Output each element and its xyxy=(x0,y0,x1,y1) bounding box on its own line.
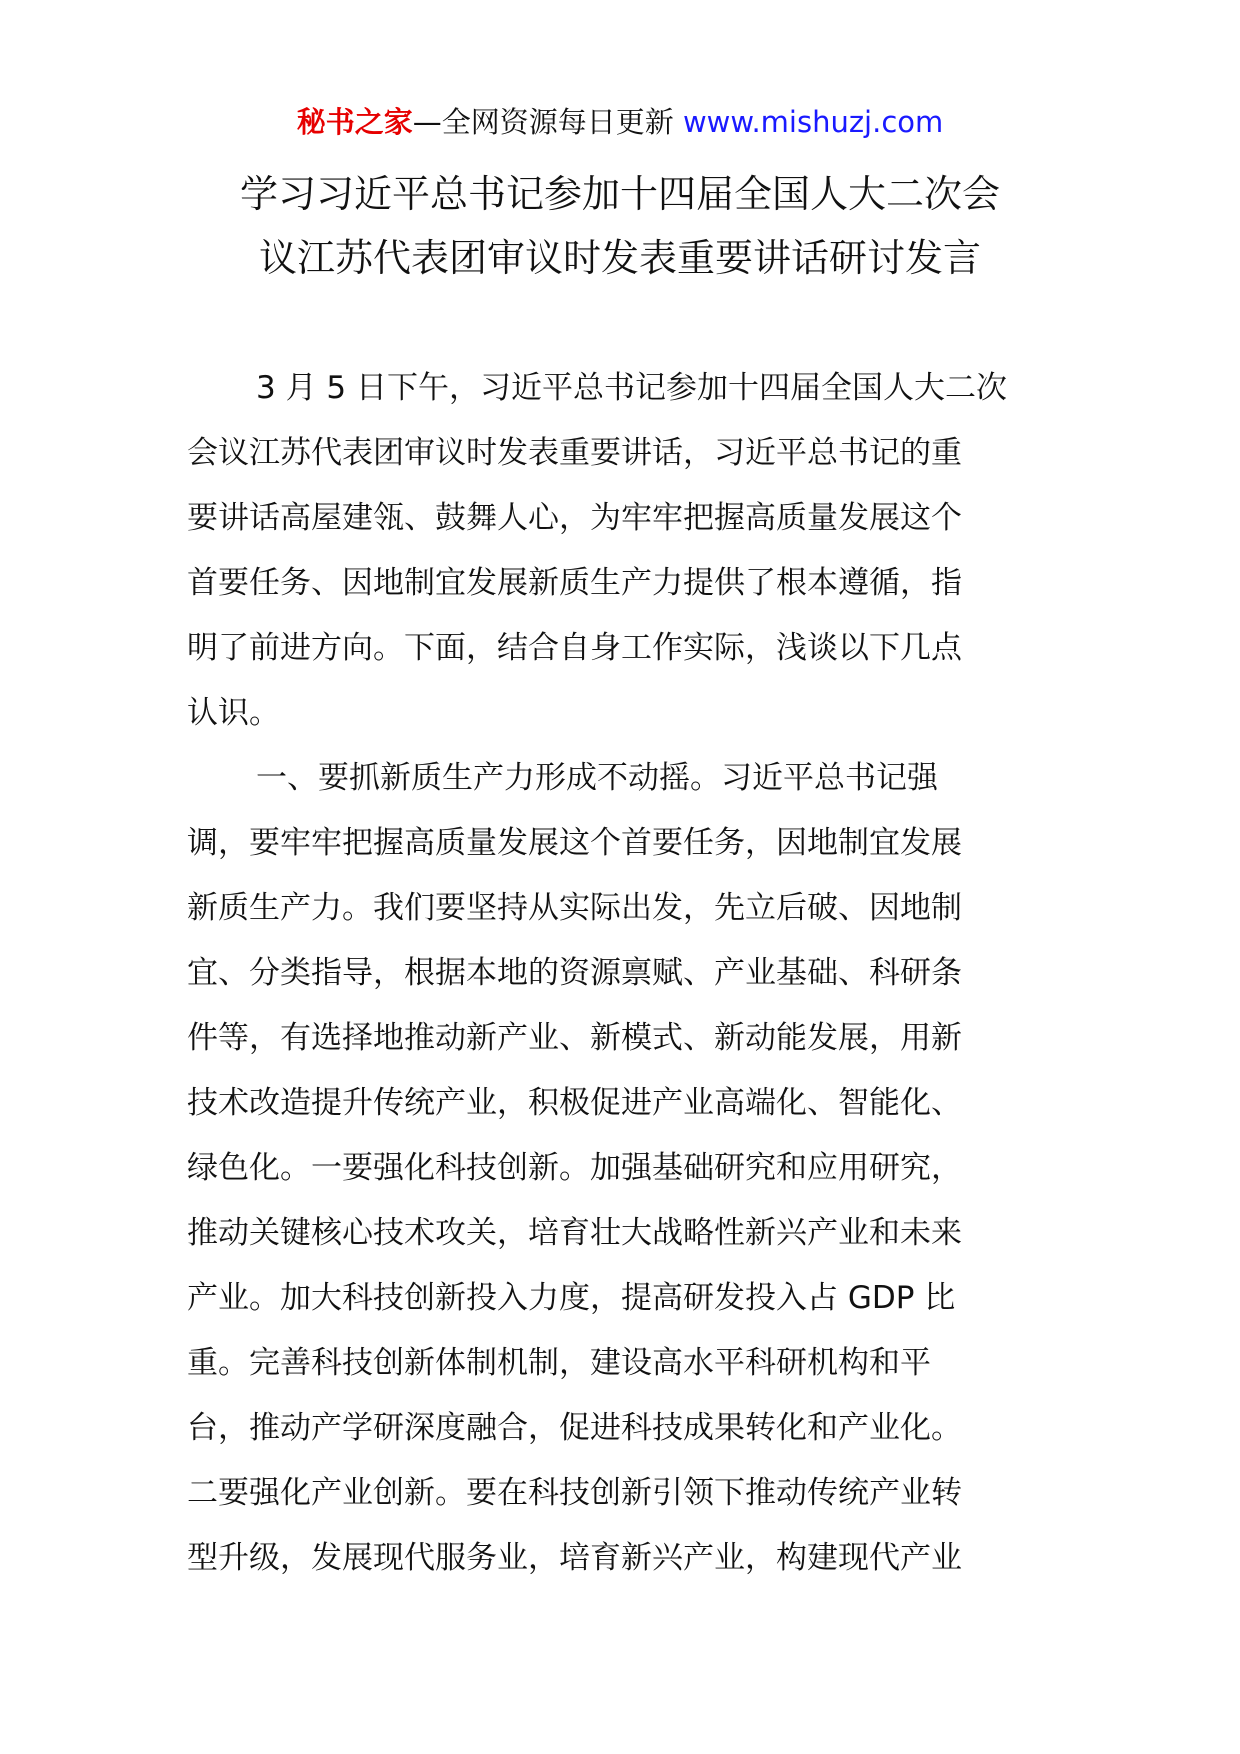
body-line: 绿色化。一要强化科技创新。加强基础研究和应用研究， xyxy=(187,1150,962,1186)
site-header xyxy=(0,102,1240,142)
body-line: 推动关键核心技术攻关，培育壮大战略性新兴产业和未来 xyxy=(187,1215,962,1251)
body-line: 首要任务、因地制宜发展新质生产力提供了根本遵循，指 xyxy=(187,565,962,601)
title-line-1: 学习习近平总书记参加十四届全国人大二次会 xyxy=(239,172,1000,216)
brand-name: 秘书之家 xyxy=(296,105,413,139)
site-url-link[interactable]: www.mishuzj.com xyxy=(682,105,944,139)
body-line: 台，推动产学研深度融合，促进科技成果转化和产业化。 xyxy=(187,1410,962,1446)
body-line: 重。完善科技创新体制机制，建设高水平科研机构和平 xyxy=(187,1345,931,1381)
body-line: 技术改造提升传统产业，积极促进产业高端化、智能化、 xyxy=(187,1085,962,1121)
body-line: 件等，有选择地推动新产业、新模式、新动能发展，用新 xyxy=(187,1020,962,1056)
title-line-2: 议江苏代表团审议时发表重要讲话研讨发言 xyxy=(258,236,981,280)
body-line: 会议江苏代表团审议时发表重要讲话，习近平总书记的重 xyxy=(187,435,962,471)
header-tagline: —全网资源每日更新 xyxy=(412,105,674,139)
body-line: 二要强化产业创新。要在科技创新引领下推动传统产业转 xyxy=(187,1475,962,1511)
body-line: 型升级，发展现代服务业，培育新兴产业，构建现代产业 xyxy=(187,1540,962,1576)
body-line: 新质生产力。我们要坚持从实际出发，先立后破、因地制 xyxy=(187,890,962,926)
body-line: 产业。加大科技创新投入力度，提高研发投入占 GDP 比 xyxy=(187,1280,956,1316)
document-title xyxy=(60,162,1180,290)
body-line: 调，要牢牢把握高质量发展这个首要任务，因地制宜发展 xyxy=(187,825,962,861)
body-line: 认识。 xyxy=(187,695,280,731)
document-body xyxy=(187,356,1067,1591)
body-line: 一、要抓新质生产力形成不动摇。习近平总书记强 xyxy=(256,760,938,796)
body-line: 要讲话高屋建瓴、鼓舞人心，为牢牢把握高质量发展这个 xyxy=(187,500,962,536)
body-line: 3 月 5 日下午，习近平总书记参加十四届全国人大二次 xyxy=(256,370,1008,406)
body-line: 宜、分类指导，根据本地的资源禀赋、产业基础、科研条 xyxy=(187,955,962,991)
body-line: 明了前进方向。下面，结合自身工作实际，浅谈以下几点 xyxy=(187,630,962,666)
